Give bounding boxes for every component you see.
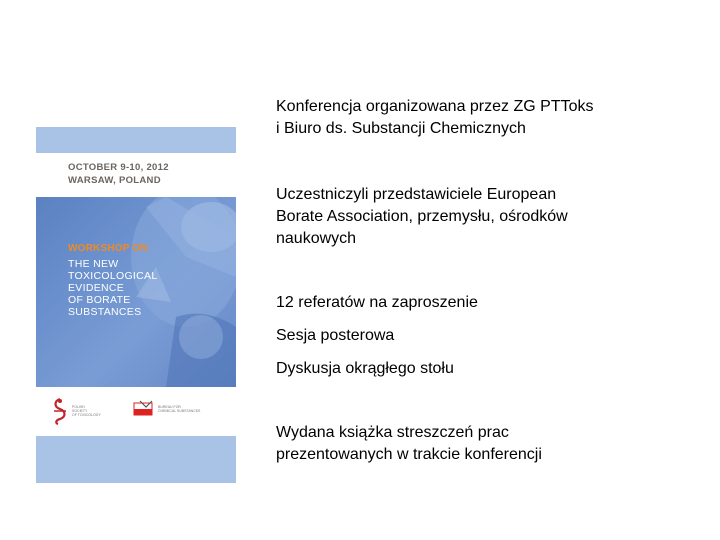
workshop-heading: WORKSHOP ON [68,243,148,254]
paragraph-line: prezentowanych w trakcie konferencji [276,446,542,463]
poster-bottom-band [36,436,236,483]
organizers-paragraph [276,96,593,140]
poster-title-line: TOXICOLOGICAL [68,270,158,282]
poster-top-band [36,127,236,153]
abstract-book-paragraph [276,422,542,466]
paragraph-line: Dyskusja okrągłego stołu [276,360,454,377]
workshop-poster [36,127,236,483]
logo1-text: OF TOXICOLOGY [72,413,101,417]
round-table-item [276,358,454,380]
chemical-bureau-logo [132,399,201,424]
logo1-text: SOCIETY [72,409,88,413]
poster-title-line: SUBSTANCES [68,306,142,318]
paragraph-line: Wydana książka streszczeń prac [276,424,509,441]
poster-session-item [276,325,394,347]
paragraph-line: naukowych [276,230,357,247]
paragraph-line: Konferencja organizowana przez ZG PTToks [276,98,594,115]
paragraph-line: Borate Association, przemysłu, ośrodków [276,208,568,225]
poster-date-block [36,153,236,197]
poster-location: WARSAW, POLAND [68,175,161,186]
paragraph-line: Uczestniczyli przedstawiciele European [276,186,557,203]
poster-date: OCTOBER 9-10, 2012 [68,162,169,173]
toxicology-society-logo-icon [50,397,70,425]
toxicology-society-logo [50,397,101,430]
paragraph-line: 12 referatów na zaproszenie [276,294,478,311]
poster-title-line: EVIDENCE [68,282,125,294]
logo1-text: POLISH [72,405,85,409]
paragraph-line: i Biuro ds. Substancji Chemicznych [276,120,526,137]
poster-title-block [68,243,236,318]
poster-logos [36,387,236,436]
poster-title-line: OF BORATE [68,294,131,306]
participants-paragraph [276,184,568,250]
chemical-substances-bureau-logo-icon [132,399,156,419]
invited-talks-item [276,292,478,314]
logo2-text: CHEMICAL SUBSTANCES [158,409,201,413]
poster-title-line: THE NEW [68,258,119,270]
logo2-text: BUREAU FOR [158,405,181,409]
paragraph-line: Sesja posterowa [276,327,395,344]
